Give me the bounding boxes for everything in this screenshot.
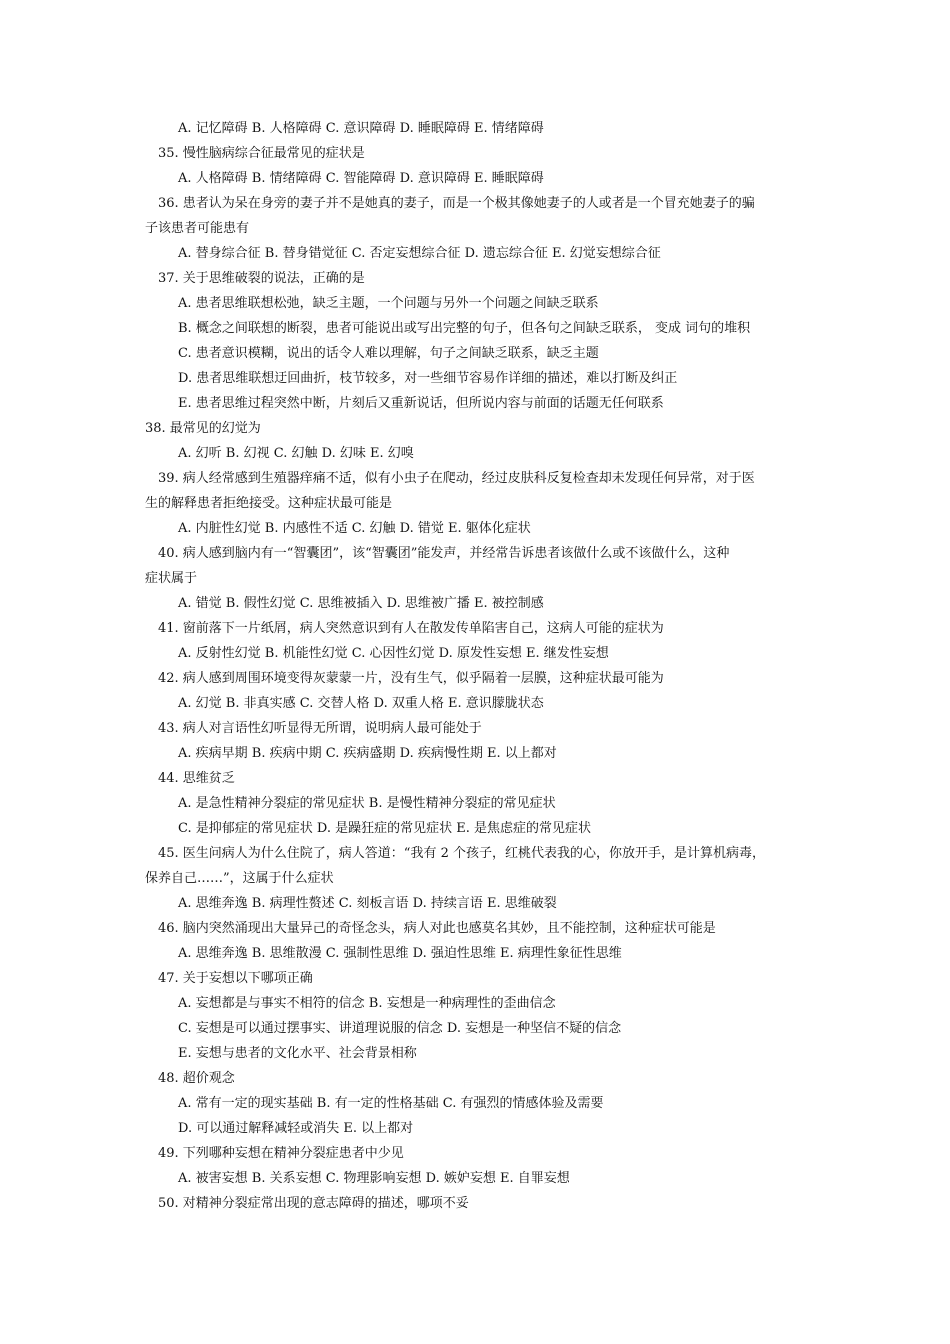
question-line: 45. 医生问病人为什么住院了，病人答道：“我有 2 个孩子，红桃代表我的心，你放开手，是计算机病毒，	[158, 846, 765, 861]
question-line: 41. 窗前落下一片纸屑，病人突然意识到有人在散发传单陷害自己，这病人可能的症状为	[158, 621, 664, 636]
option-line: A. 人格障碍 B. 情绪障碍 C. 智能障碍 D. 意识障碍 E. 睡眠障碍	[178, 171, 544, 186]
option-line: D. 可以通过解释减轻或消失 E. 以上都对	[178, 1121, 414, 1136]
option-line: A. 思维奔逸 B. 思维散漫 C. 强制性思维 D. 强迫性思维 E. 病理性象征性思维	[178, 946, 622, 961]
question-line: 48. 超价观念	[158, 1071, 235, 1086]
option-line: A. 幻觉 B. 非真实感 C. 交替人格 D. 双重人格 E. 意识朦胧状态	[178, 696, 544, 711]
option-line: E. 妄想与患者的文化水平、社会背景相称	[178, 1046, 417, 1061]
option-line: C. 妄想是可以通过摆事实、讲道理说服的信念 D. 妄想是一种坚信不疑的信念	[178, 1021, 622, 1036]
question-line: 43. 病人对言语性幻听显得无所谓，说明病人最可能处于	[158, 721, 482, 736]
option-line: A. 被害妄想 B. 关系妄想 C. 物理影响妄想 D. 嫉妒妄想 E. 自罪妄想	[178, 1171, 570, 1186]
question-line: 38. 最常见的幻觉为	[145, 421, 261, 436]
question-line: 40. 病人感到脑内有一“智囊团”，该“智囊团”能发声，并经常告诉患者该做什么或不该做什么，这种	[158, 546, 730, 561]
question-line: 44. 思维贫乏	[158, 771, 235, 786]
option-line: B. 概念之间联想的断裂，患者可能说出或写出完整的句子，但各句之间缺乏联系， 变成 词句的堆积	[178, 321, 751, 336]
question-line-wrap: 保养自己……”，这属于什么症状	[145, 871, 334, 886]
question-line: 42. 病人感到周围环境变得灰蒙蒙一片，没有生气，似乎隔着一层膜，这种症状最可能为	[158, 671, 664, 686]
question-line: 49. 下列哪种妄想在精神分裂症患者中少见	[158, 1146, 404, 1161]
question-line: 35. 慢性脑病综合征最常见的症状是	[158, 146, 365, 161]
question-line: 37. 关于思维破裂的说法，正确的是	[158, 271, 365, 286]
option-line: A. 患者思维联想松弛，缺乏主题，一个问题与另外一个问题之间缺乏联系	[178, 296, 599, 311]
option-line: A. 记忆障碍 B. 人格障碍 C. 意识障碍 D. 睡眠障碍 E. 情绪障碍	[178, 121, 544, 136]
question-line: 36. 患者认为呆在身旁的妻子并不是她真的妻子，而是一个极其像她妻子的人或者是一个冒充她妻子的骗	[158, 196, 755, 211]
option-line: A. 思维奔逸 B. 病理性赘述 C. 刻板言语 D. 持续言语 E. 思维破裂	[178, 896, 557, 911]
option-line: A. 是急性精神分裂症的常见症状 B. 是慢性精神分裂症的常见症状	[178, 796, 556, 811]
question-line-wrap: 症状属于	[145, 571, 198, 586]
option-line: A. 幻听 B. 幻视 C. 幻触 D. 幻味 E. 幻嗅	[178, 446, 414, 461]
option-line: D. 患者思维联想迂回曲折，枝节较多，对一些细节容易作详细的描述，难以打断及纠正	[178, 371, 678, 386]
option-line: C. 是抑郁症的常见症状 D. 是躁狂症的常见症状 E. 是焦虑症的常见症状	[178, 821, 591, 836]
option-line: A. 内脏性幻觉 B. 内感性不适 C. 幻触 D. 错觉 E. 躯体化症状	[178, 521, 531, 536]
option-line: A. 错觉 B. 假性幻觉 C. 思维被插入 D. 思维被广播 E. 被控制感	[178, 596, 544, 611]
option-line: A. 疾病早期 B. 疾病中期 C. 疾病盛期 D. 疾病慢性期 E. 以上都对	[178, 746, 557, 761]
question-line: 47. 关于妄想以下哪项正确	[158, 971, 313, 986]
option-line: E. 患者思维过程突然中断，片刻后又重新说话，但所说内容与前面的话题无任何联系	[178, 396, 664, 411]
question-line-wrap: 生的解释患者拒绝接受。这种症状最可能是	[145, 496, 393, 511]
option-line: A. 常有一定的现实基础 B. 有一定的性格基础 C. 有强烈的情感体验及需要	[178, 1096, 604, 1111]
option-line: A. 反射性幻觉 B. 机能性幻觉 C. 心因性幻觉 D. 原发性妄想 E. 继发性妄想	[178, 646, 609, 661]
question-line: 46. 脑内突然涌现出大量异己的奇怪念头，病人对此也感莫名其妙，且不能控制，这种症状可能是	[158, 921, 716, 936]
question-line: 39. 病人经常感到生殖器痒痛不适，似有小虫子在爬动，经过皮肤科反复检查却未发现任何异常，对于医	[158, 471, 755, 486]
option-line: A. 妄想都是与事实不相符的信念 B. 妄想是一种病理性的歪曲信念	[178, 996, 556, 1011]
option-line: A. 替身综合征 B. 替身错觉征 C. 否定妄想综合征 D. 遗忘综合征 E. 幻觉妄想综合征	[178, 246, 661, 261]
question-line-wrap: 子该患者可能患有	[145, 221, 250, 236]
option-line: C. 患者意识模糊，说出的话令人难以理解，句子之间缺乏联系，缺乏主题	[178, 346, 599, 361]
question-line: 50. 对精神分裂症常出现的意志障碍的描述，哪项不妥	[158, 1196, 469, 1211]
